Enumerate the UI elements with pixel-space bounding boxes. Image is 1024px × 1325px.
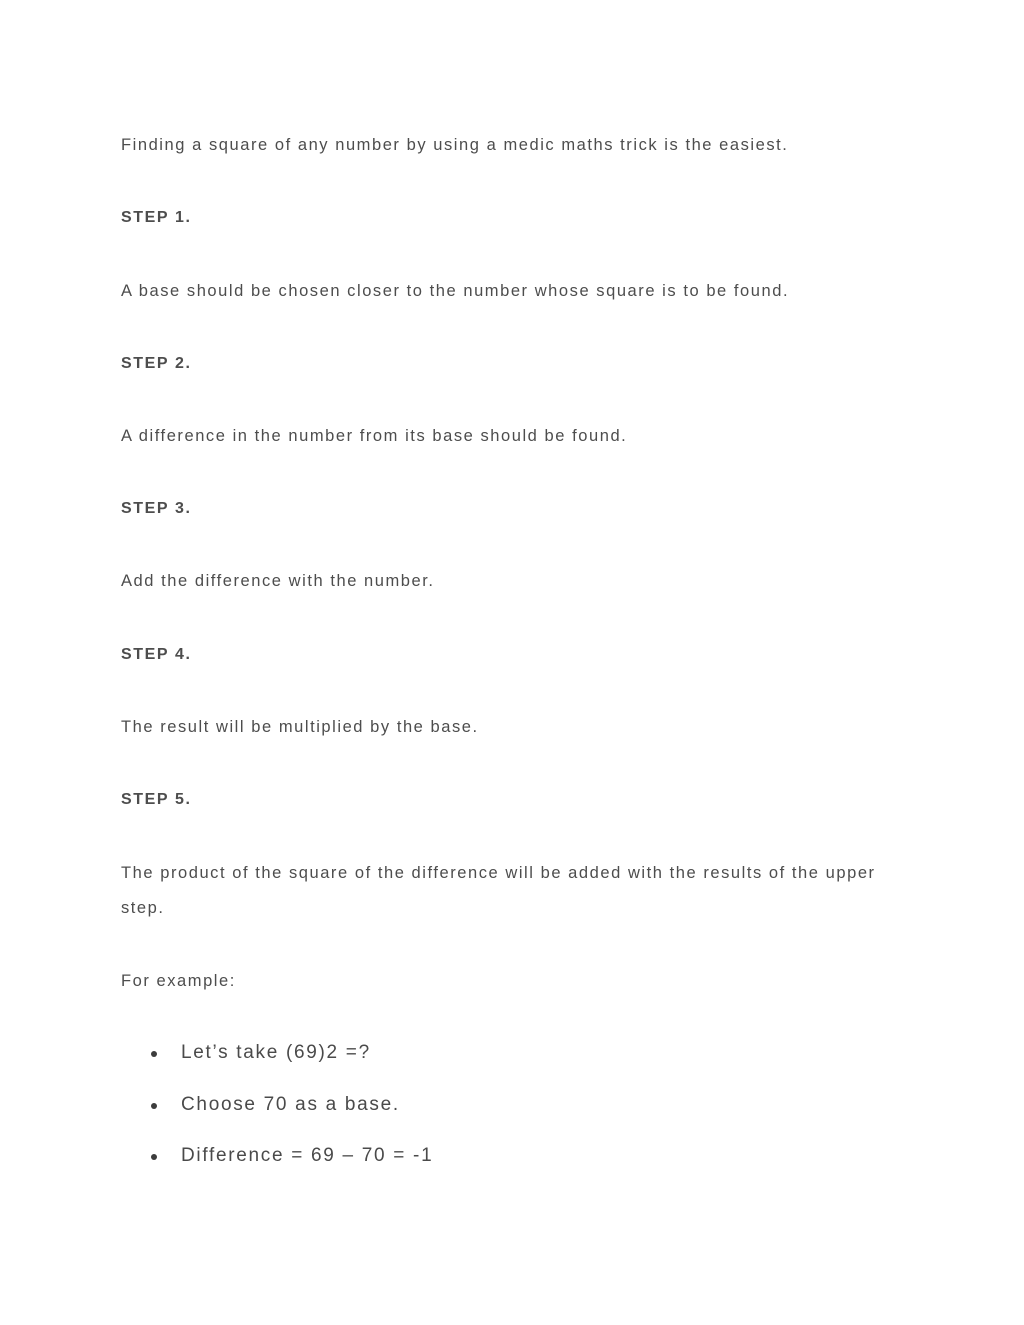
step-1-text: A base should be chosen closer to the number whose square is to be found. [121,282,790,300]
bullet-icon [151,1154,157,1160]
step-5-heading: STEP 5. [121,791,192,808]
step-5-text: The product of the square of the difference will be added with the results of the upper step. [121,864,876,917]
step-2-heading: STEP 2. [121,355,192,372]
list-item [150,1036,433,1088]
step-3-heading: STEP 3. [121,500,192,517]
bullet-icon [151,1051,157,1057]
step-3-text: Add the difference with the number. [121,572,435,590]
example-label: For example: [121,972,236,990]
list-item-text: Choose 70 as a base. [181,1093,400,1115]
step-1-heading: STEP 1. [121,209,192,226]
list-item-text: Difference = 69 – 70 = -1 [181,1145,434,1166]
example-list [150,1036,433,1191]
intro-paragraph: Finding a square of any number by using a medic maths trick is the easiest. [121,136,789,154]
bullet-icon [151,1103,157,1109]
step-2-text: A difference in the number from its base should be found. [121,427,628,445]
list-item-text: Let’s take (69)2 =? [181,1042,371,1063]
step-4-text: The result will be multiplied by the base. [121,718,479,736]
list-item [150,1088,433,1140]
step-4-heading: STEP 4. [121,646,192,663]
list-item [150,1139,433,1191]
